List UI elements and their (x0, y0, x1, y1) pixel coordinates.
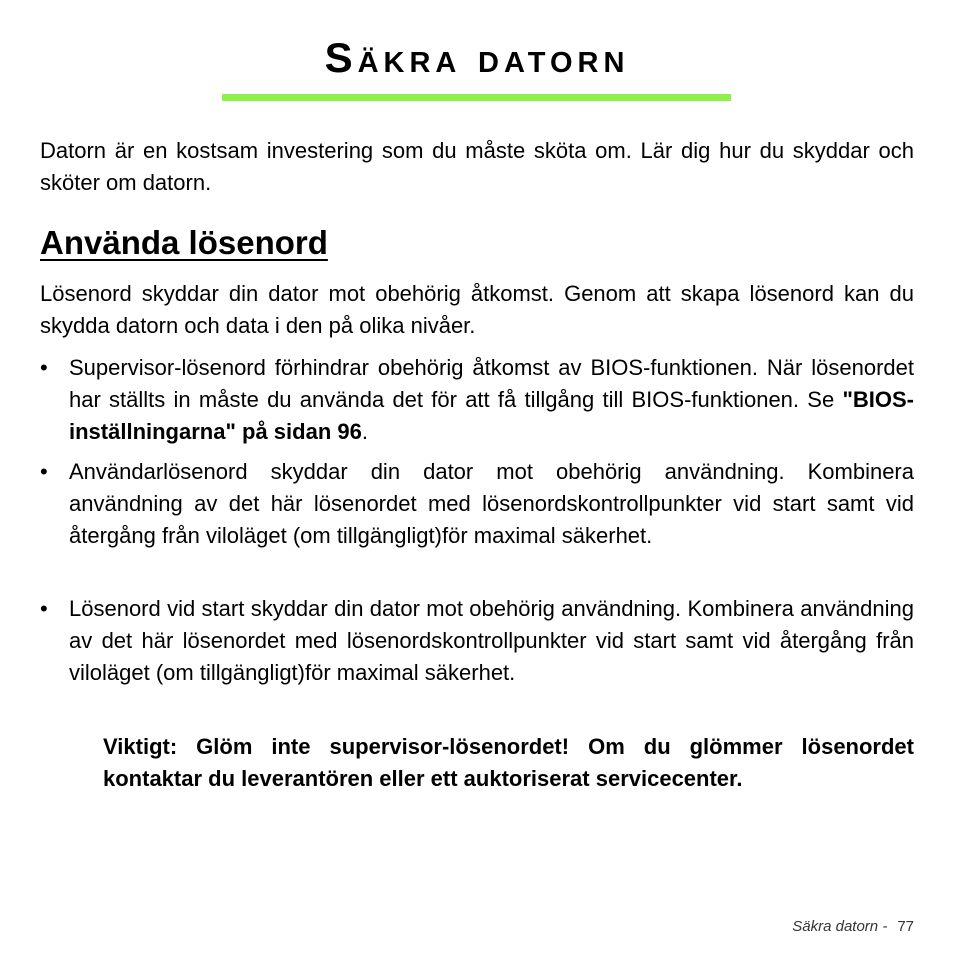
page-number: 77 (897, 918, 914, 935)
list-item-text-start: Supervisor-lösenord förhindrar obehörig åtkomst av BIOS-funktionen. När lösenordet har ställts in måste du använda det för att få tillgång till BIOS-funktionen. Se (69, 355, 914, 412)
list-item-text: Användarlösenord skyddar din dator mot obehörig användning. Kombinera användning av det här lösenordet med lösenordskontrollpunkter vid start samt vid återgång från viloläget (om tillgängligt)för maximal säkerhet. (69, 459, 914, 548)
bullet-icon: • (40, 596, 48, 621)
title-underline-bar (222, 94, 731, 101)
list-item-text-end: . (361, 419, 368, 444)
list-item-text: Lösenord vid start skyddar din dator mot obehörig användning. Kombinera användning av det här lösenordet med lösenordskontrollpunkter vid start samt vid återgång från viloläget (om tillgängligt)för maximal säkerhet. (69, 596, 914, 685)
intro-paragraph: Datorn är en kostsam investering som du måste sköta om. Lär dig hur du skyddar och sköter om datorn. (40, 138, 914, 195)
section-heading: Använda lösenord (40, 224, 328, 261)
important-note: Viktigt: Glöm inte supervisor-lösenordet! Om du glömmer lösenordet kontaktar du leverantören eller ett auktoriserat servicecenter. (103, 734, 914, 791)
bullet-icon: • (40, 355, 48, 380)
list-item (40, 352, 914, 448)
bullet-icon: • (40, 459, 48, 484)
list-item (40, 456, 914, 552)
section-paragraph: Lösenord skyddar din dator mot obehörig åtkomst. Genom att skapa lösenord kan du skydda datorn och data i den på olika nivåer. (40, 281, 914, 338)
list-item-text (69, 352, 914, 448)
page-footer (792, 918, 914, 936)
bios-settings-link[interactable]: "BIOS-inställningarna" på sidan 96 (69, 387, 914, 444)
page-title: Säkra datorn (324, 34, 630, 81)
footer-label: Säkra datorn - (792, 918, 888, 935)
list-item (40, 593, 914, 689)
